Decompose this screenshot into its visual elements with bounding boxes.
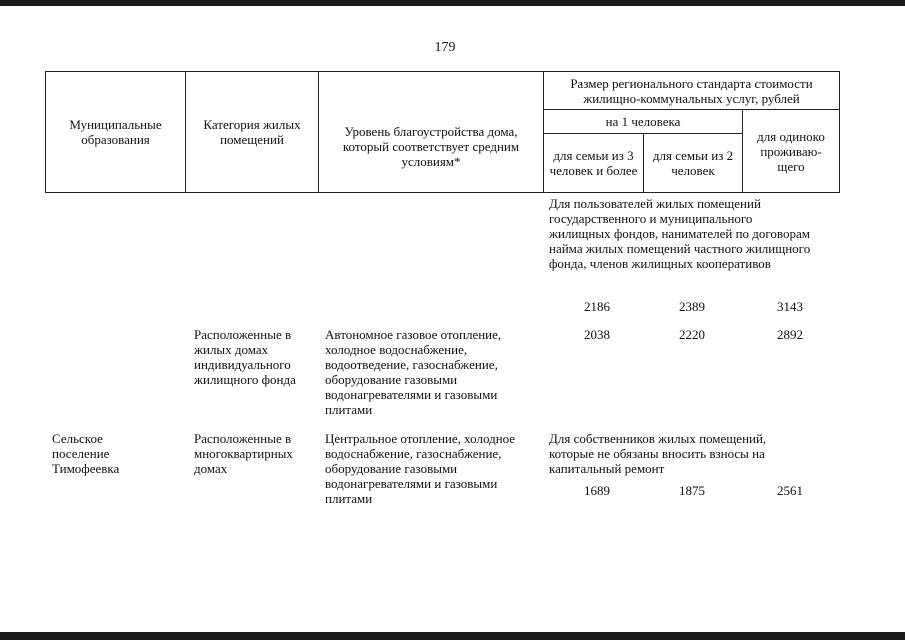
header-family-2 bbox=[643, 133, 743, 193]
row-individual-category: Расположенные в жилых домах индивидуального жилищного фонда bbox=[194, 327, 296, 387]
row-municipality: Сельское поселение Тимофеевка bbox=[52, 431, 120, 476]
row-apartments-category: Расположенные в многоквартирных домах bbox=[194, 431, 293, 476]
header-single bbox=[742, 109, 840, 193]
header-family-3-label: для семьи из 3 человек и более bbox=[549, 148, 638, 178]
header-municipality-label: Муниципальные образования bbox=[69, 117, 162, 147]
value-family-3: 2038 bbox=[584, 327, 610, 342]
header-per-person bbox=[543, 109, 743, 134]
section-owners-note: Для собственников жилых помещений, которые не обязаны вносить взносы на капитальный ремонт bbox=[549, 431, 767, 476]
row-apartments-amenities: Центральное отопление, холодное водоснабжение, газоснабжение, оборудование газовыми водонагревателями и газовыми плитами bbox=[325, 431, 516, 506]
value-family-3: 2186 bbox=[584, 299, 610, 314]
value-family-2: 2220 bbox=[679, 327, 705, 342]
header-family-3 bbox=[543, 133, 644, 193]
header-amenities-label: Уровень благоустройства дома, который соответствует средним условиям* bbox=[342, 123, 520, 169]
scan-border-top bbox=[0, 0, 905, 6]
header-municipality bbox=[45, 71, 186, 193]
page-number: 179 bbox=[434, 40, 456, 55]
header-standard-group bbox=[543, 71, 840, 110]
header-category-label: Категория жилых помещений bbox=[203, 117, 301, 147]
value-family-2: 1875 bbox=[679, 483, 705, 498]
value-family-2: 2389 bbox=[679, 299, 705, 314]
scan-border-bottom bbox=[0, 632, 905, 640]
header-standard-group-label: Размер регионального стандарта стоимости жилищно-коммунальных услуг, рублей bbox=[570, 75, 813, 106]
value-single: 2561 bbox=[777, 483, 803, 498]
header-category bbox=[185, 71, 319, 193]
header-amenities bbox=[318, 71, 544, 193]
row-individual-amenities: Автономное газовое отопление, холодное водоснабжение, водоотведение, газоснабжение, оборудование газовыми водонагревателями и газовыми плитами bbox=[325, 327, 502, 417]
header-single-label: для одиноко проживаю-щего bbox=[757, 128, 825, 174]
header-family-2-label: для семьи из 2 человек bbox=[652, 148, 734, 178]
section-tenants-note: Для пользователей жилых помещений государственного и муниципального жилищных фондов, нанимателей по договорам найма жилых помещений частного жилищного фонда, членов жилищных кооперативов bbox=[549, 196, 811, 271]
value-single: 2892 bbox=[777, 327, 803, 342]
value-family-3: 1689 bbox=[584, 483, 610, 498]
value-single: 3143 bbox=[777, 299, 803, 314]
header-per-person-label: на 1 человека bbox=[605, 114, 681, 129]
